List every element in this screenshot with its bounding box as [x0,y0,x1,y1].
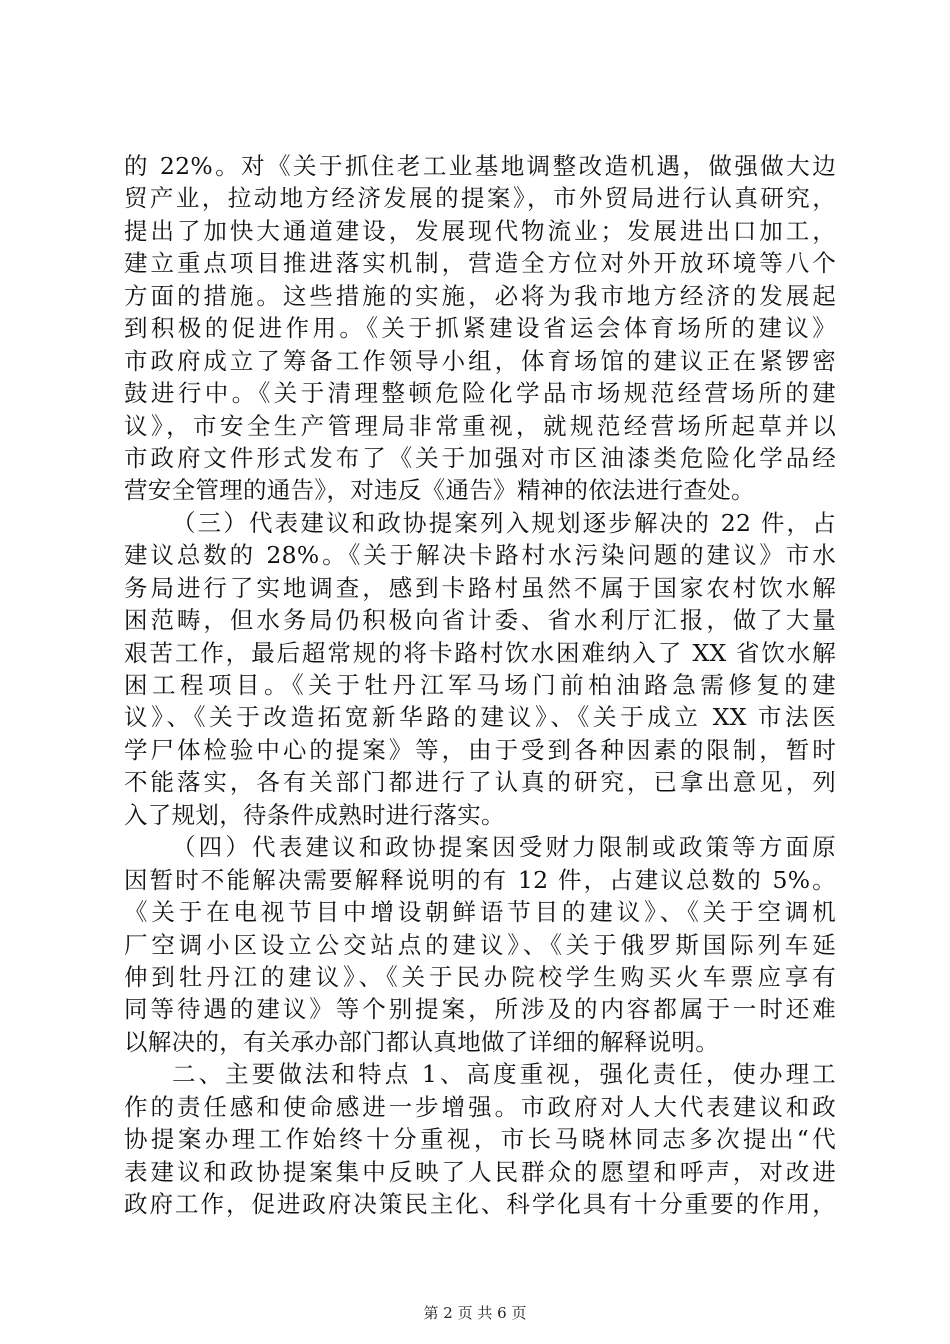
text-line: 市政府文件形式发布了《关于加强对市区油漆类危险化学品经 [124,443,836,472]
page-number-label: 第 2 页 共 6 页 [423,1304,527,1322]
text-line: 议》，市安全生产管理局非常重视，就规范经营场所起草并以 [124,411,836,440]
text-line: 议》、《关于改造拓宽新华路的建议》、《关于成立 XX 市法医 [124,703,836,732]
text-line: 的 22%。对《关于抓住老工业基地调整改造机遇，做强做大边 [124,152,836,180]
text-line: 鼓进行中。《关于清理整顿危险化学品市场规范经营场所的建 [124,379,836,408]
text-line: 厂空调小区设立公交站点的建议》、《关于俄罗斯国际列车延 [124,930,836,959]
text-line: 方面的措施。这些措施的实施，必将为我市地方经济的发展起 [124,281,836,310]
text-line: 建立重点项目推进落实机制，营造全方位对外开放环境等八个 [124,249,836,278]
paragraph-start-line: 二、主要做法和特点 1、高度重视，强化责任，使办理工 [172,1060,836,1089]
text-line: 以解决的，有关承办部门都认真地做了详细的解释说明。 [124,1027,719,1056]
text-line: 《关于在电视节目中增设朝鲜语节目的建议》、《关于空调机 [124,898,836,927]
document-body [124,150,836,1220]
page-footer [0,1303,950,1323]
text-line: 入了规划，待条件成熟时进行落实。 [124,800,505,829]
text-line: 建议总数的 28%。《关于解决卡路村水污染问题的建议》市水 [124,541,836,570]
text-line: 市政府成立了筹备工作领导小组，体育场馆的建议正在紧锣密 [124,346,836,375]
text-line: 到积极的促进作用。《关于抓紧建设省运会体育场所的建议》 [124,314,836,343]
text-line: 因暂时不能解决需要解释说明的有 12 件，占建议总数的 5%。 [124,865,836,894]
paragraph-start-line: （四）代表建议和政协提案因受财力限制或政策等方面原 [172,833,836,862]
text-line: 务局进行了实地调查，感到卡路村虽然不属于国家农村饮水解 [124,573,836,602]
text-line: 作的责任感和使命感进一步增强。市政府对人大代表建议和政 [124,1092,836,1121]
text-line: 营安全管理的通告》，对违反《通告》精神的依法进行查处。 [124,476,755,505]
paragraph-start-line: （三）代表建议和政协提案列入规划逐步解决的 22 件，占 [172,508,836,537]
text-line: 困工程项目。《关于牡丹江军马场门前柏油路急需修复的建 [124,671,836,699]
text-line: 不能落实，各有关部门都进行了认真的研究，已拿出意见，列 [124,768,836,797]
text-line: 学尸体检验中心的提案》等，由于受到各种因素的限制，暂时 [124,735,836,764]
text-line: 贸产业，拉动地方经济发展的提案》，市外贸局进行认真研究， [124,184,836,213]
text-line: 表建议和政协提案集中反映了人民群众的愿望和呼声，对改进 [124,1157,836,1186]
text-line: 伸到牡丹江的建议》、《关于民办院校学生购买火车票应享有 [124,962,836,991]
text-line: 协提案办理工作始终十分重视，市长马晓林同志多次提出“代 [124,1125,836,1154]
text-line: 政府工作，促进政府决策民主化、科学化具有十分重要的作用， [124,1190,836,1218]
text-line: 提出了加快大通道建设，发展现代物流业；发展进出口加工， [124,216,836,245]
text-line: 同等待遇的建议》等个别提案，所涉及的内容都属于一时还难 [124,995,836,1024]
text-line: 艰苦工作，最后超常规的将卡路村饮水困难纳入了 XX 省饮水解 [124,638,836,667]
text-line: 困范畴，但水务局仍积极向省计委、省水利厅汇报，做了大量 [124,606,836,635]
